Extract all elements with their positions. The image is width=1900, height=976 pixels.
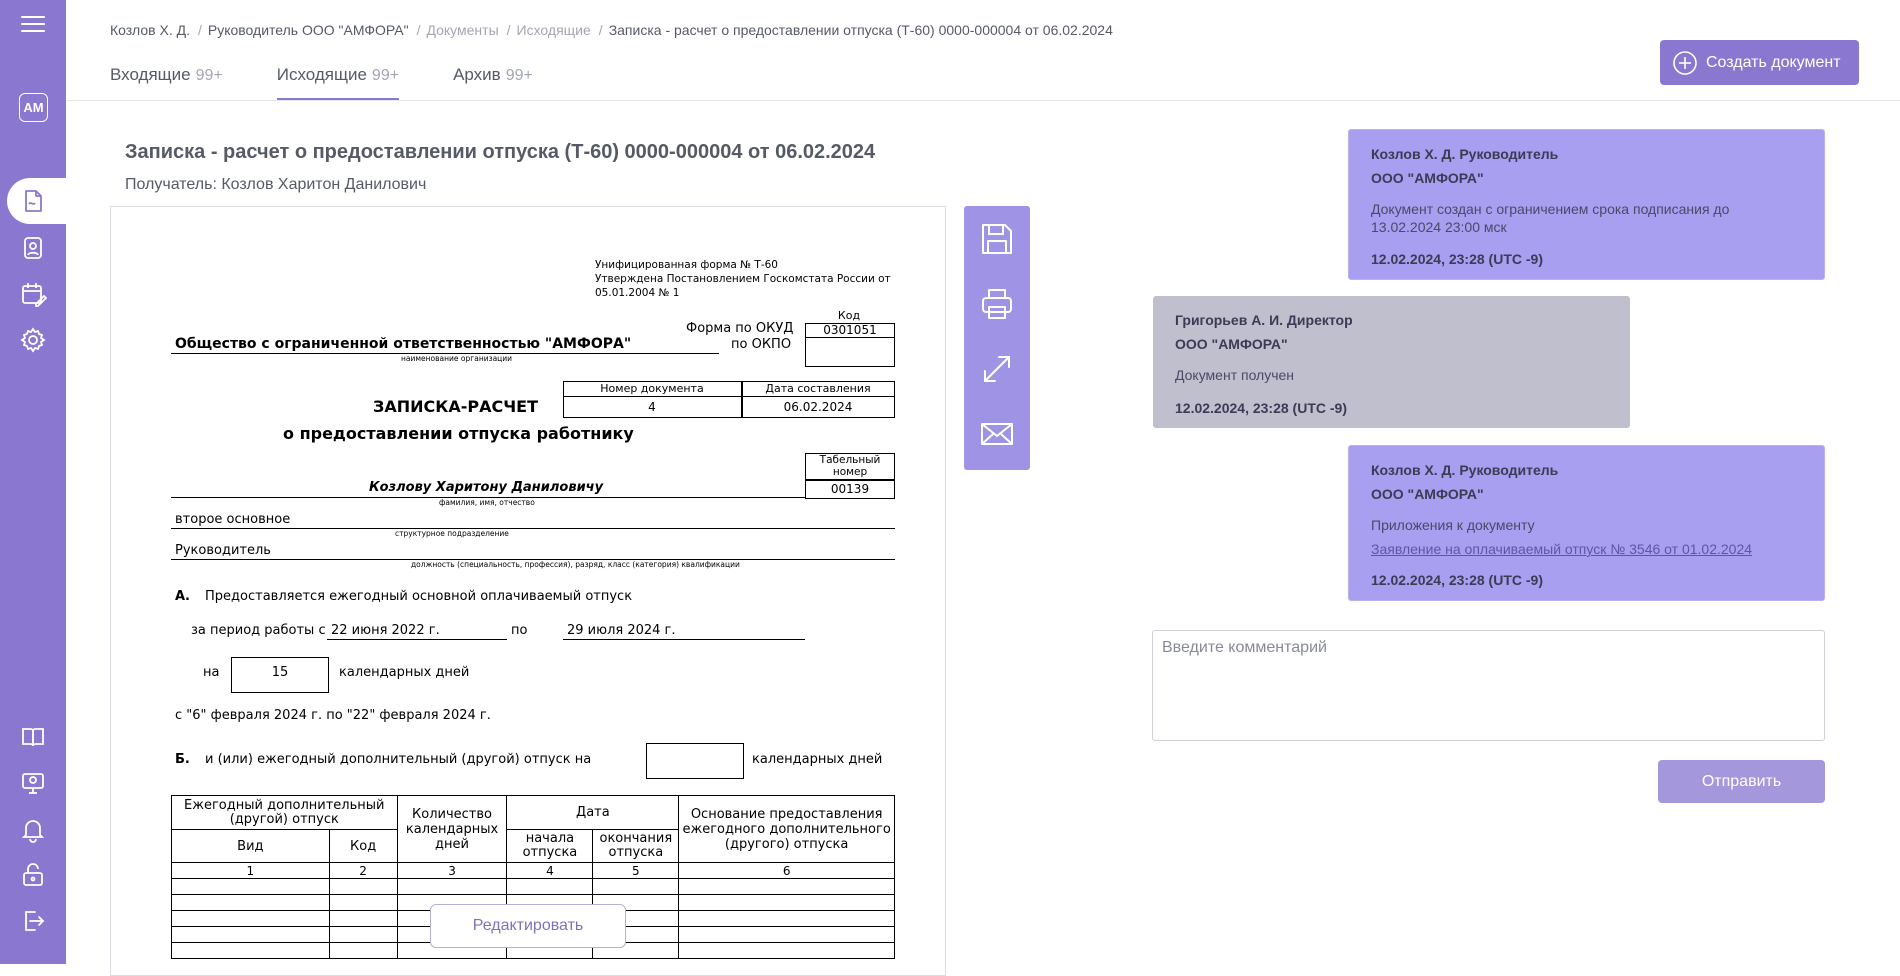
header-divider (66, 100, 1900, 101)
breadcrumb-role[interactable]: Руководитель ООО "АМФОРА" (207, 22, 409, 38)
th-start: начала отпуска (507, 830, 593, 863)
breadcrumb-user[interactable]: Козлов Х. Д. (110, 22, 190, 38)
breadcrumb-documents[interactable]: Документы (426, 22, 499, 38)
period-to-label: по (511, 623, 528, 638)
tab-archive[interactable]: Архив 99+ (453, 65, 533, 84)
print-icon[interactable] (976, 283, 1018, 325)
logout-icon[interactable] (0, 901, 66, 941)
save-icon[interactable] (976, 218, 1018, 260)
avatar[interactable]: АМ (19, 93, 48, 122)
breadcrumb: Козлов Х. Д. / Руководитель ООО "АМФОРА" / Документы / Исходящие / Записка - расчет о предоставлении отпуска (Т-60) 0000-000004 от 06.02.2024 (110, 22, 1113, 38)
additional-days-box (646, 743, 744, 779)
vacation-dates: с "6" февраля 2024 г. по "22" февраля 2024 г. (175, 708, 491, 723)
calendar-edit-icon[interactable] (0, 274, 66, 314)
documents-icon[interactable] (0, 181, 66, 221)
unified-form-line1: Унифицированная форма № Т-60 (595, 259, 778, 271)
okud-label: Форма по ОКУД (686, 321, 794, 336)
comment-time: 12.02.2024, 23:28 (UTC -9) (1175, 400, 1347, 416)
position-caption: должность (специальность, профессия), разряд, класс (категория) квалификации (411, 560, 740, 569)
tab-outgoing[interactable]: Исходящие 99+ (277, 65, 399, 101)
th-vacation: Ежегодный дополнительный (другой) отпуск (172, 796, 398, 830)
document-title: Записка - расчет о предоставлении отпуска (Т-60) 0000-000004 от 06.02.2024 (125, 141, 876, 163)
document-tools (964, 206, 1030, 470)
tabs (110, 65, 587, 101)
mail-icon[interactable] (976, 413, 1018, 455)
days-label-pre: на (203, 665, 220, 680)
comment-message (1153, 296, 1630, 428)
doc-date: 06.02.2024 (783, 400, 853, 414)
comment-input[interactable] (1152, 630, 1825, 741)
comment-author: Григорьев А. И. Директор (1175, 312, 1353, 328)
sidebar (0, 0, 66, 964)
employee-caption: фамилия, имя, отчество (439, 498, 535, 507)
comment-author: Козлов Х. Д. Руководитель (1371, 462, 1559, 478)
document-recipient: Получатель: Козлов Харитон Данилович (125, 176, 427, 193)
unified-form-line2: Утверждена Постановлением Госкомстата России от (595, 273, 891, 285)
table-num: 1 (172, 863, 330, 879)
th-date: Дата (507, 796, 679, 830)
tab-number-header: Табельный номер (819, 454, 881, 478)
number-date-divider (563, 396, 895, 397)
comment-time: 12.02.2024, 23:28 (UTC -9) (1371, 572, 1543, 588)
th-end: окончания отпуска (593, 830, 679, 863)
table-row (172, 879, 895, 895)
send-button[interactable]: Отправить (1658, 760, 1825, 803)
form-title: ЗАПИСКА-РАСЧЕТ (373, 397, 538, 416)
period-from-underline (327, 639, 507, 640)
section-b-letter: Б. (175, 752, 190, 767)
edit-button[interactable]: Редактировать (430, 904, 626, 948)
okpo-label: по ОКПО (731, 337, 792, 352)
comment-org: ООО "АМФОРА" (1371, 170, 1484, 186)
department-caption: структурное подразделение (395, 529, 509, 538)
doc-number-header: Номер документа (600, 382, 704, 395)
book-icon[interactable] (0, 717, 66, 757)
attachment-link[interactable]: Заявление на оплачиваемый отпуск № 3546 от 01.02.2024 (1371, 541, 1753, 557)
unified-form-line3: 05.01.2004 № 1 (595, 287, 680, 299)
form-subtitle: о предоставлении отпуска работнику (283, 424, 634, 443)
code-box-divider (805, 337, 895, 338)
breadcrumb-current: Записка - расчет о предоставлении отпуска (Т-60) 0000-000004 от 06.02.2024 (608, 22, 1113, 38)
comment-time: 12.02.2024, 23:28 (UTC -9) (1371, 251, 1543, 267)
support-icon[interactable] (0, 763, 66, 803)
comment-message (1348, 445, 1825, 601)
section-b-post: календарных дней (752, 752, 883, 767)
comment-author: Козлов Х. Д. Руководитель (1371, 146, 1559, 162)
table-num: 4 (507, 863, 593, 879)
comment-text: Документ создан с ограничением срока подписания до 13.02.2024 23:00 мск (1371, 201, 1730, 235)
code-header: Код (837, 309, 861, 322)
th-kind: Вид (172, 830, 330, 863)
section-b-text: и (или) ежегодный дополнительный (другой) отпуск на (205, 752, 592, 767)
th-code: Код (329, 830, 397, 863)
th-days: Количество календарных дней (397, 796, 507, 863)
period-label: за период работы с (191, 623, 326, 638)
comment-text: Приложения к документу (1371, 517, 1535, 533)
period-to-underline (563, 639, 805, 640)
table-num: 3 (397, 863, 507, 879)
expand-icon[interactable] (976, 348, 1018, 390)
tab-number-divider (805, 479, 895, 481)
days-value: 15 (271, 665, 289, 680)
doc-number: 4 (648, 400, 656, 414)
table-num: 2 (329, 863, 397, 879)
doc-date-header: Дата составления (765, 382, 871, 395)
breadcrumb-outgoing[interactable]: Исходящие (516, 22, 591, 38)
comment-org: ООО "АМФОРА" (1371, 486, 1484, 502)
document-preview[interactable] (110, 206, 946, 976)
tab-incoming[interactable]: Входящие 99+ (110, 65, 223, 84)
table-number-row (172, 863, 895, 879)
table-num: 5 (593, 863, 679, 879)
department: второе основное (175, 512, 291, 527)
period-to: 29 июля 2024 г. (567, 623, 676, 638)
comment-text: Документ получен (1175, 367, 1295, 383)
bell-icon[interactable] (0, 809, 66, 849)
gear-icon[interactable] (0, 320, 66, 360)
tab-number: 00139 (830, 482, 870, 496)
lock-icon[interactable] (0, 855, 66, 895)
create-document-button[interactable]: Создать документ (1660, 40, 1859, 85)
org-caption: наименование организации (401, 354, 513, 363)
section-a-letter: А. (175, 589, 190, 604)
th-basis: Основание предоставления ежегодного дополнительного (другого) отпуска (679, 796, 895, 863)
period-from: 22 июня 2022 г. (331, 623, 440, 638)
plus-circle-icon (1672, 50, 1698, 76)
position: Руководитель (175, 543, 271, 558)
section-a-text: Предоставляется ежегодный основной оплачиваемый отпуск (205, 589, 633, 604)
employee-name: Козлову Харитону Даниловичу (369, 480, 604, 495)
okud-value: 0301051 (823, 323, 877, 337)
department-underline (171, 528, 895, 529)
user-badge-icon[interactable] (0, 228, 66, 268)
hamburger-icon[interactable] (0, 4, 66, 44)
days-label-post: календарных дней (339, 665, 470, 680)
table-num: 6 (679, 863, 895, 879)
org-name: Общество с ограниченной ответственностью "АМФОРА" (175, 336, 632, 352)
comment-org: ООО "АМФОРА" (1175, 336, 1288, 352)
comment-message (1348, 129, 1825, 280)
t60-form (111, 207, 946, 976)
